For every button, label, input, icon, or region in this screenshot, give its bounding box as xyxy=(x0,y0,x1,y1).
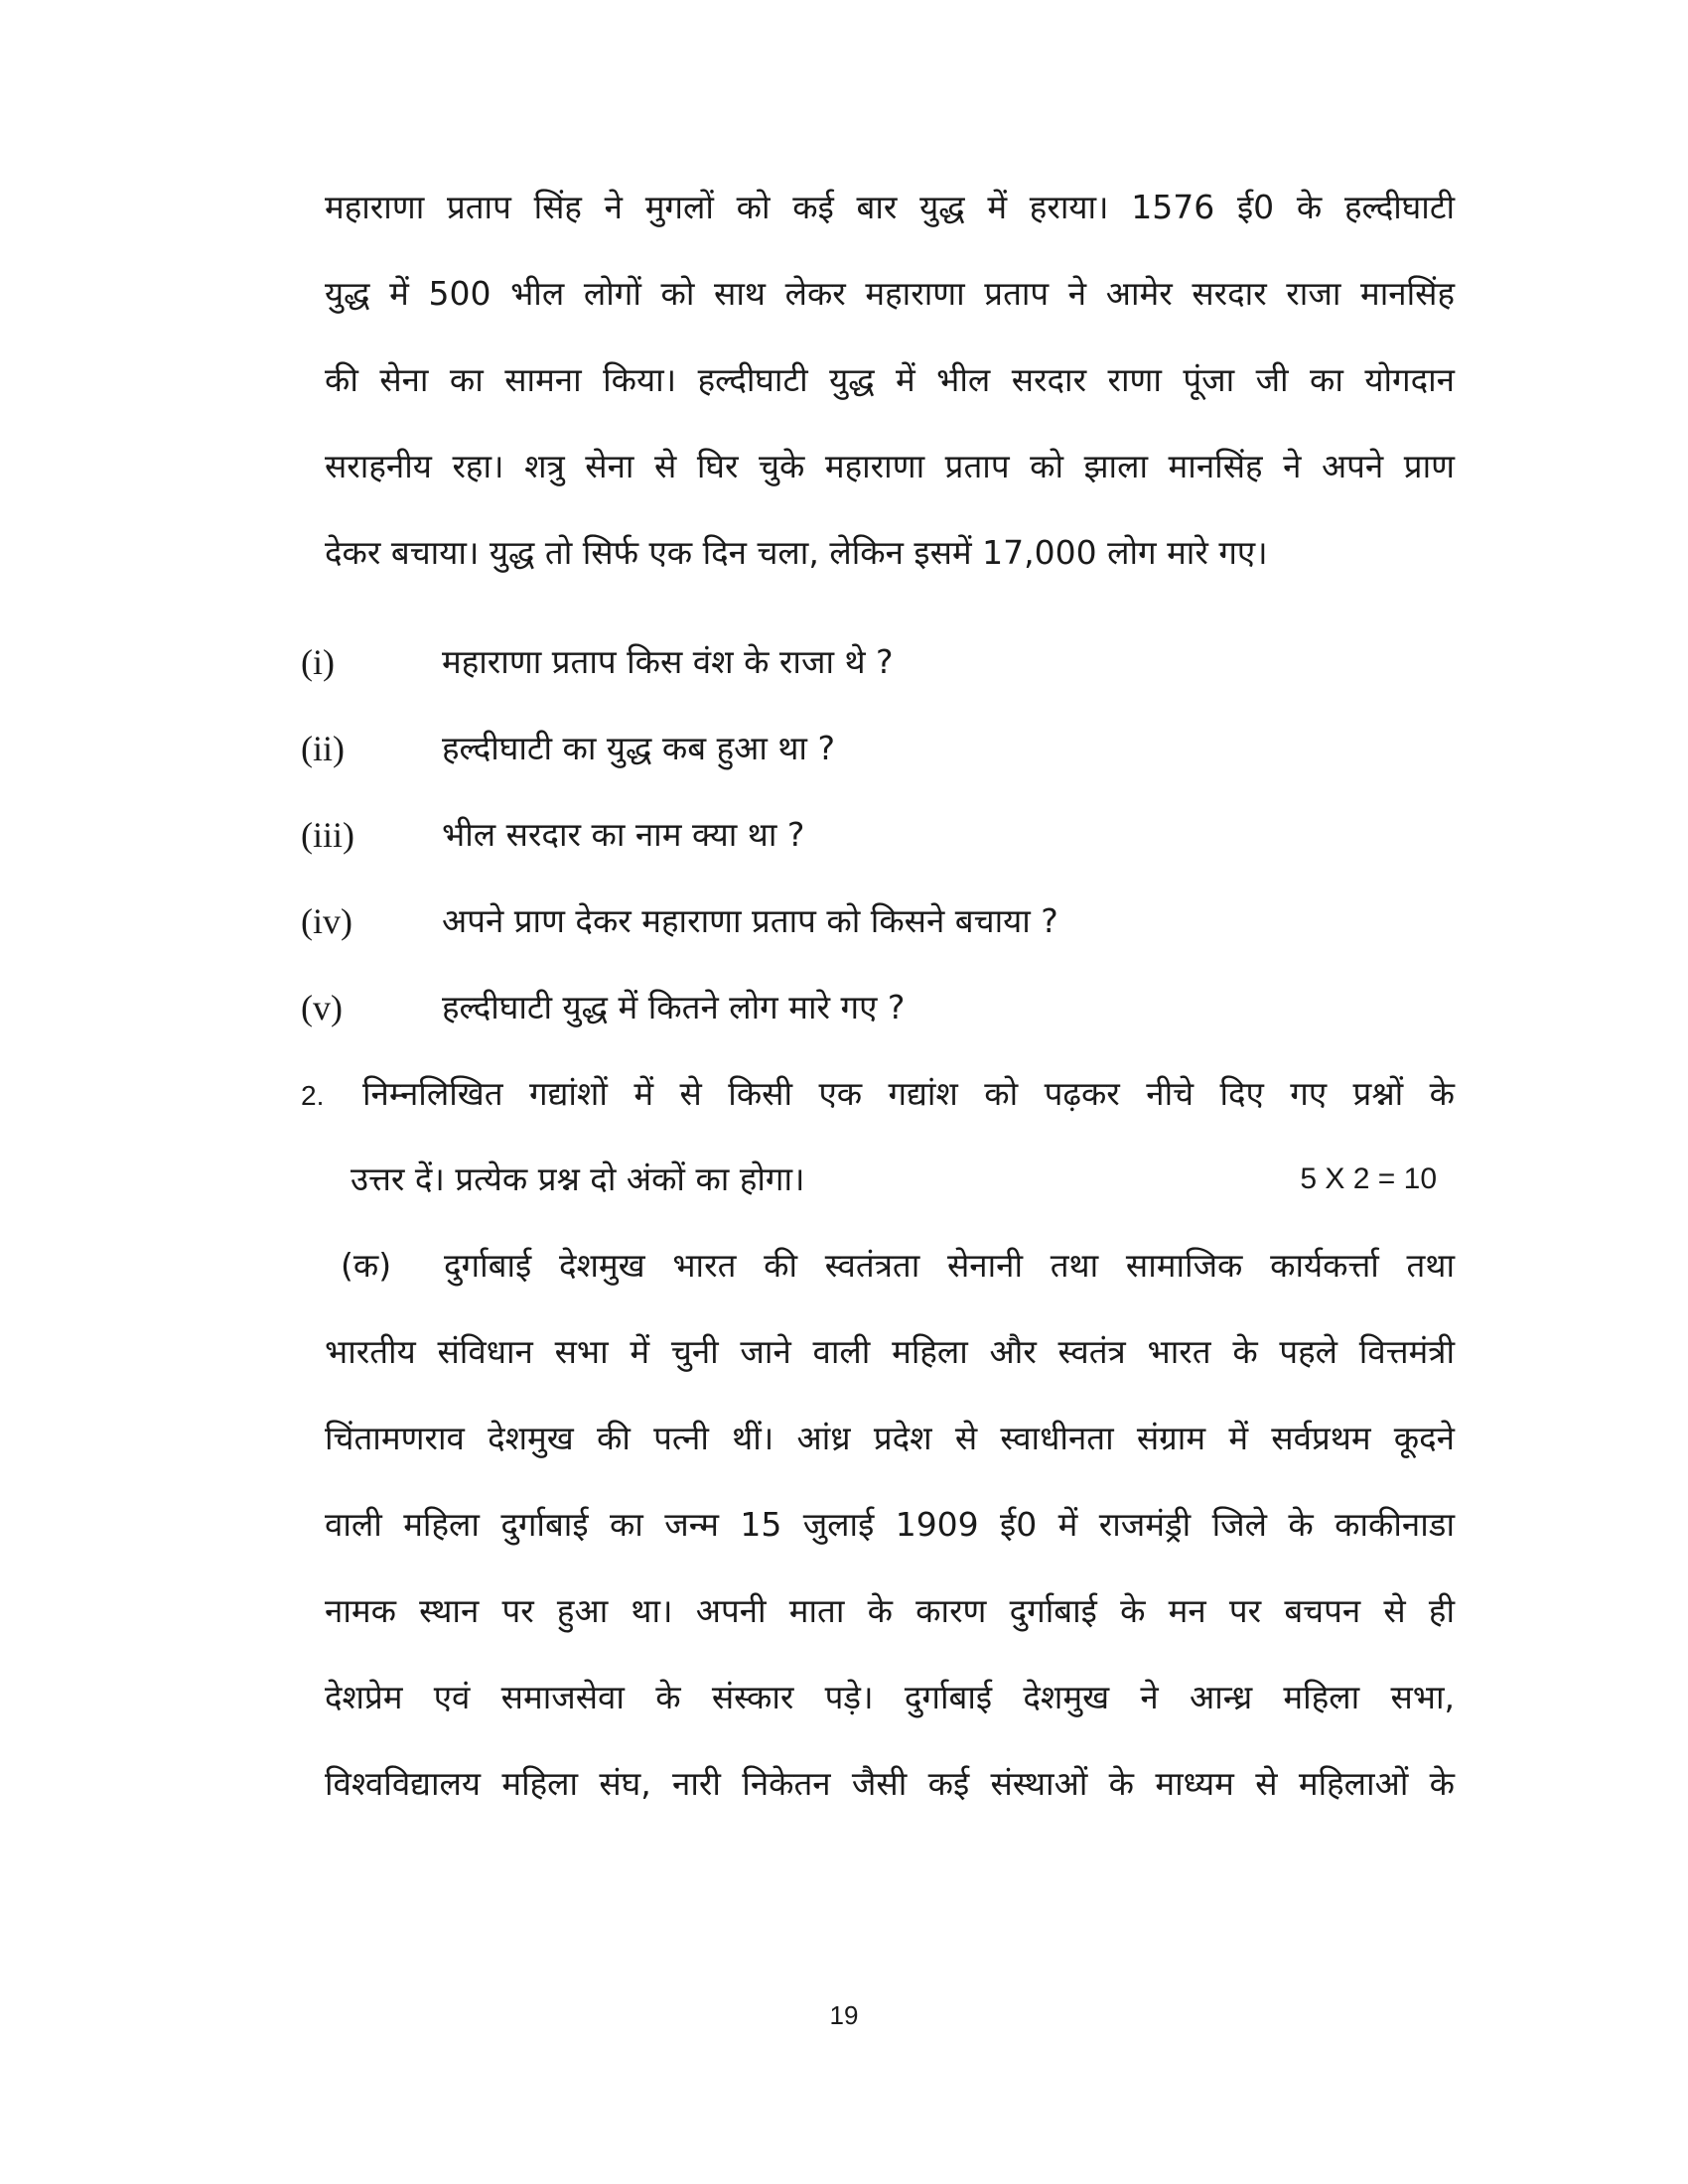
passage-line: विश्वविद्यालय महिला संघ, नारी निकेतन जैसी कई संस्थाओं के माध्यम से महिलाओं के xyxy=(325,1764,1455,1803)
passage-line: देकर बचाया। युद्ध तो सिर्फ एक दिन चला, लेकिन इसमें 17,000 लोग मारे गए। xyxy=(325,533,1268,572)
passage-line: नामक स्थान पर हुआ था। अपनी माता के कारण दुर्गाबाई के मन पर बचपन से ही xyxy=(325,1591,1455,1630)
question-number: (iv) xyxy=(301,901,352,941)
passage-label: (क) xyxy=(341,1246,392,1285)
passage-line: दुर्गाबाई देशमुख भारत की स्वतंत्रता सेनानी तथा सामाजिक कार्यकर्त्ता तथा xyxy=(444,1246,1455,1285)
instruction-line: निम्नलिखित गद्यांशों में से किसी एक गद्यांश को पढ़कर नीचे दिए गए प्रश्नों के xyxy=(362,1074,1455,1113)
page-number: 19 xyxy=(829,2000,859,2030)
question-number: (v) xyxy=(301,988,343,1027)
passage-line: देशप्रेम एवं समाजसेवा के संस्कार पड़े। दुर्गाबाई देशमुख ने आन्ध्र महिला सभा, xyxy=(325,1678,1455,1716)
section-number: 2. xyxy=(301,1080,325,1111)
instruction-line: उत्तर दें। प्रत्येक प्रश्न दो अंकों का होगा। xyxy=(351,1160,805,1198)
question-number: (iii) xyxy=(301,815,354,855)
passage-line: भारतीय संविधान सभा में चुनी जाने वाली महिला और स्वतंत्र भारत के पहले वित्तमंत्री xyxy=(325,1332,1455,1371)
passage-line: वाली महिला दुर्गाबाई का जन्म 15 जुलाई 1909 ई0 में राजमंड्री जिले के काकीनाडा xyxy=(325,1505,1455,1544)
passage-line: सराहनीय रहा। शत्रु सेना से घिर चुके महाराणा प्रताप को झाला मानसिंह ने अपने प्राण xyxy=(325,447,1455,485)
marks-label: 5 X 2 = 10 xyxy=(1300,1162,1437,1195)
question-text: महाराणा प्रताप किस वंश के राजा थे ? xyxy=(442,642,894,681)
question-text: अपने प्राण देकर महाराणा प्रताप को किसने बचाया ? xyxy=(442,901,1058,940)
question-number: (ii) xyxy=(301,729,345,768)
question-text: हल्दीघाटी युद्ध में कितने लोग मारे गए ? xyxy=(442,988,906,1026)
question-text: हल्दीघाटी का युद्ध कब हुआ था ? xyxy=(442,729,835,767)
passage-line: की सेना का सामना किया। हल्दीघाटी युद्ध में भील सरदार राणा पूंजा जी का योगदान xyxy=(325,360,1455,399)
passage-line: महाराणा प्रताप सिंह ने मुगलों को कई बार युद्ध में हराया। 1576 ई0 के हल्दीघाटी xyxy=(325,188,1455,226)
passage-line: चिंतामणराव देशमुख की पत्नी थीं। आंध्र प्रदेश से स्वाधीनता संग्राम में सर्वप्रथम कूदने xyxy=(325,1419,1455,1457)
question-number: (i) xyxy=(301,642,335,682)
question-text: भील सरदार का नाम क्या था ? xyxy=(442,815,805,854)
passage-line: युद्ध में 500 भील लोगों को साथ लेकर महाराणा प्रताप ने आमेर सरदार राजा मानसिंह xyxy=(325,274,1455,313)
